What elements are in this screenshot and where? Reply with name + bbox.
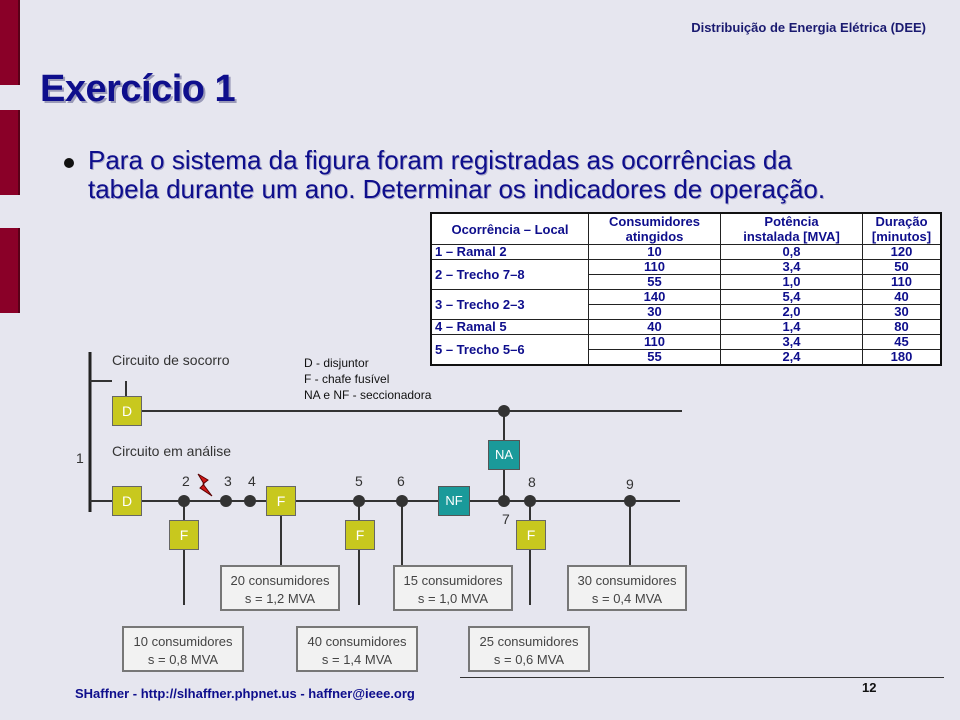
cell-consumidores: 110 — [589, 335, 721, 350]
course-title: Distribuição de Energia Elétrica (DEE) — [691, 20, 926, 35]
node-label: 1 — [76, 450, 84, 466]
breaker-socorro: D — [112, 396, 142, 426]
cell-duracao: 50 — [863, 260, 942, 275]
header-duracao — [863, 213, 942, 245]
footer-credits: SHaffner - http://slhaffner.phpnet.us - haffner@ieee.org — [75, 686, 415, 701]
cell-duracao: 45 — [863, 335, 942, 350]
table-row — [431, 290, 941, 305]
load-box — [468, 626, 590, 672]
cell-potencia: 2,0 — [721, 305, 863, 320]
cell-consumidores: 30 — [589, 305, 721, 320]
occurrence-table — [430, 212, 942, 366]
load-box — [122, 626, 244, 672]
table-row — [431, 260, 941, 275]
cell-consumidores: 10 — [589, 245, 721, 260]
header-text: Duração — [875, 214, 928, 229]
switch-nf: NF — [438, 486, 470, 516]
load-consumers: 30 consumidores — [577, 573, 677, 588]
header-consumidores — [589, 213, 721, 245]
switch-na: NA — [488, 440, 520, 470]
load-box — [567, 565, 687, 611]
load-power: s = 0,8 MVA — [147, 652, 219, 667]
node-label: 2 — [182, 473, 190, 489]
node-label: 3 — [224, 473, 232, 489]
header-text: [minutos] — [871, 229, 932, 244]
cell-consumidores: 55 — [589, 350, 721, 366]
cell-local: 1 – Ramal 2 — [431, 245, 589, 260]
header-text: atingidos — [625, 229, 684, 244]
cell-consumidores: 110 — [589, 260, 721, 275]
fuse-box: F — [266, 486, 296, 516]
table-row — [431, 320, 941, 335]
statement-line: Para o sistema da figura foram registradas as ocorrências da — [88, 145, 792, 175]
breaker-main: D — [112, 486, 142, 516]
footer-divider — [460, 677, 944, 678]
load-power: s = 0,6 MVA — [493, 652, 565, 667]
cell-potencia: 3,4 — [721, 335, 863, 350]
fuse-box: F — [345, 520, 375, 550]
node-label: 8 — [528, 474, 536, 490]
load-consumers: 10 consumidores — [133, 634, 233, 649]
table-row — [431, 335, 941, 350]
cell-local: 4 – Ramal 5 — [431, 320, 589, 335]
cell-duracao: 110 — [863, 275, 942, 290]
legend-na-nf: NA e NF - seccionadora — [304, 388, 432, 402]
cell-local: 3 – Trecho 2–3 — [431, 290, 589, 320]
load-power: s = 1,0 MVA — [417, 591, 489, 606]
header-potencia — [721, 213, 863, 245]
legend-d: D - disjuntor — [304, 356, 369, 370]
label-circuito-socorro: Circuito de socorro — [112, 352, 230, 368]
cell-duracao: 30 — [863, 305, 942, 320]
fuse-box: F — [516, 520, 546, 550]
load-power: s = 1,4 MVA — [321, 652, 393, 667]
page-number: 12 — [862, 680, 877, 695]
statement-line: tabela durante um ano. Determinar os indicadores de operação. — [88, 174, 826, 204]
load-box — [296, 626, 418, 672]
cell-potencia: 1,0 — [721, 275, 863, 290]
load-box — [393, 565, 513, 611]
cell-duracao: 180 — [863, 350, 942, 366]
cell-consumidores: 55 — [589, 275, 721, 290]
table-row — [431, 245, 941, 260]
table-header-row — [431, 213, 941, 245]
load-power: s = 1,2 MVA — [244, 591, 316, 606]
cell-potencia: 3,4 — [721, 260, 863, 275]
header-text: Potência — [764, 214, 819, 229]
header-ocorrencia: Ocorrência – Local — [431, 213, 589, 245]
cell-local: 2 – Trecho 7–8 — [431, 260, 589, 290]
load-box — [220, 565, 340, 611]
load-consumers: 40 consumidores — [307, 634, 407, 649]
fault-icon — [198, 474, 212, 496]
cell-local: 5 – Trecho 5–6 — [431, 335, 589, 366]
node-label: 7 — [502, 511, 510, 527]
device-legend — [304, 355, 431, 403]
legend-f: F - chafe fusível — [304, 372, 390, 386]
cell-consumidores: 40 — [589, 320, 721, 335]
node-label: 5 — [355, 473, 363, 489]
label-circuito-analise: Circuito em análise — [112, 443, 232, 459]
load-consumers: 15 consumidores — [403, 573, 503, 588]
node-label: 4 — [248, 473, 256, 489]
fuse-box: F — [169, 520, 199, 550]
header-text: Consumidores — [608, 214, 700, 229]
cell-duracao: 120 — [863, 245, 942, 260]
load-power: s = 0,4 MVA — [591, 591, 663, 606]
slide-title: Exercício 1 — [40, 68, 236, 110]
load-consumers: 20 consumidores — [230, 573, 330, 588]
cell-potencia: 1,4 — [721, 320, 863, 335]
node-label: 6 — [397, 473, 405, 489]
cell-duracao: 80 — [863, 320, 942, 335]
cell-potencia: 2,4 — [721, 350, 863, 366]
node-label: 9 — [626, 476, 634, 492]
cell-duracao: 40 — [863, 290, 942, 305]
header-text: instalada [MVA] — [743, 229, 840, 244]
cell-potencia: 0,8 — [721, 245, 863, 260]
cell-consumidores: 140 — [589, 290, 721, 305]
load-consumers: 25 consumidores — [479, 634, 579, 649]
cell-potencia: 5,4 — [721, 290, 863, 305]
